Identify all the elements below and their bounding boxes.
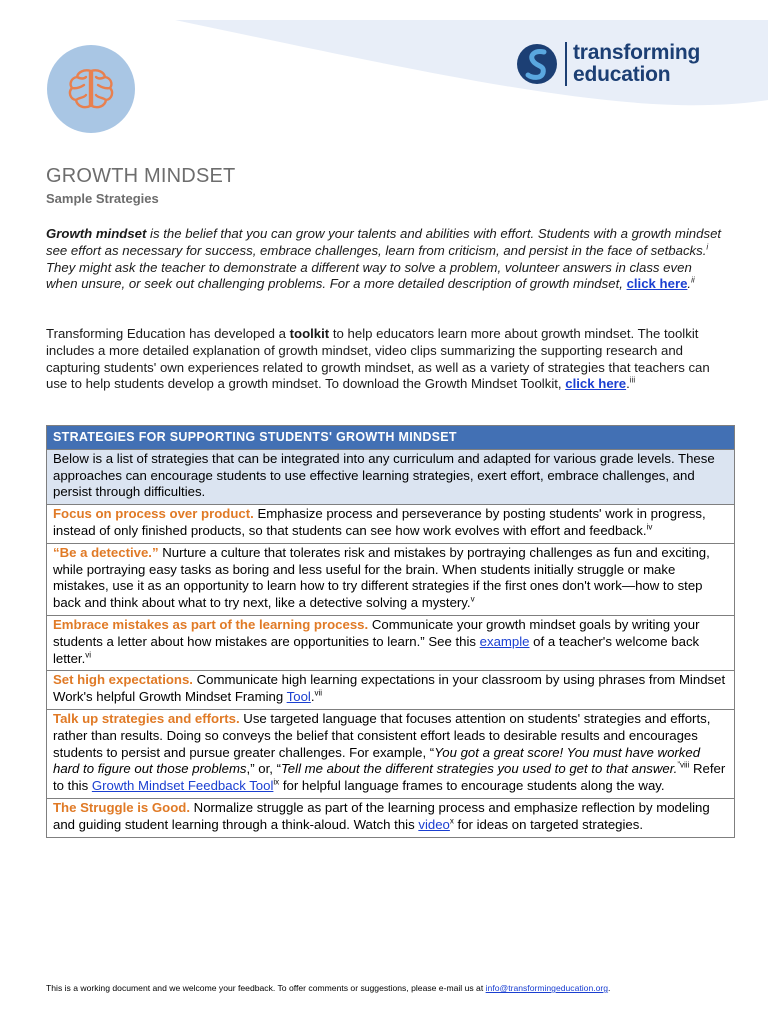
footer-email-link[interactable]: info@transformingeducation.org: [485, 983, 609, 993]
footer: [46, 983, 736, 993]
brand-logo: [515, 42, 700, 86]
toolkit-text1: Transforming Education has developed a: [46, 326, 290, 341]
strategy-text: Normalize struggle as part of the learning process and emphasize reflection by modeling and guiding student learning through a think-aloud. Watch this: [53, 799, 710, 832]
table-row: [47, 543, 735, 615]
strategy-text-after: for helpful language frames to encourage students along the way.: [279, 778, 665, 794]
table-header-row: [47, 426, 735, 450]
intro-ref2: ii: [691, 276, 695, 285]
strategy-text: Communicate high learning expectations in your classroom by using phrases from Mindset Work's helpful Growth Mindset Framing: [53, 672, 726, 705]
framing-tool-link[interactable]: Tool: [286, 689, 311, 705]
toolkit-click-here-link[interactable]: click here: [565, 376, 627, 392]
strategy-mistakes: [47, 615, 735, 670]
brand-line2: education: [573, 63, 671, 86]
strategy-ref: vii: [314, 688, 323, 698]
strategies-table: [46, 425, 735, 838]
table-row: [47, 709, 735, 798]
strategy-text: Emphasize process and perseverance by posting students' work in progress, instead of only finished products, so that students can see how work evolves with effort and feedback.: [53, 506, 706, 538]
intro-period: .: [687, 276, 692, 292]
brain-icon: [66, 67, 116, 111]
table-row: [47, 671, 735, 710]
feedback-tool-link[interactable]: Growth Mindset Feedback Tool: [91, 778, 274, 794]
strategy-head: Set high expectations.: [53, 672, 193, 688]
strategy-text-after: .: [310, 689, 315, 705]
strategy-talk-up: [47, 709, 735, 798]
intro-text: is the belief that you can grow your talents and abilities with effort. Students with a growth mindset see effort as necessary for success, embrace challenges, learn from criticism, and persist in the face of setbacks.: [46, 226, 722, 258]
strategy-quote2: Tell me about the different strategies you used to get to that answer.: [280, 761, 678, 777]
strategy-detective: [47, 543, 735, 615]
toolkit-ref: iii: [629, 376, 636, 385]
strategy-head: “Be a detective.”: [53, 544, 159, 560]
strategy-head: The Struggle is Good.: [53, 799, 191, 815]
toolkit-period: .: [626, 376, 630, 392]
intro-click-here-link[interactable]: click here: [626, 276, 688, 292]
strategy-text: Communicate your growth mindset goals by writing your students a letter about how mistakes are opportunities to learn.” See this: [53, 616, 700, 649]
strategy-ref: v: [470, 594, 475, 604]
toolkit-bold: toolkit: [289, 326, 330, 341]
toolkit-paragraph: [46, 326, 724, 393]
logo-mark-icon: [515, 42, 559, 86]
strategy-struggle: [47, 798, 735, 837]
brand-line1: transforming: [573, 41, 701, 64]
strategy-ref: x: [449, 816, 454, 826]
brand-name: [565, 42, 700, 86]
table-row: [47, 505, 735, 544]
intro-paragraph: [46, 226, 724, 293]
footer-text: This is a working document and we welcome your feedback. To offer comments or suggestions, please e-mail us at: [46, 983, 486, 993]
strategy-process: [47, 505, 735, 544]
strategy-text3: Refer to this: [53, 761, 726, 794]
footer-period: .: [608, 983, 611, 993]
strategy-mid: ,” or, “: [246, 761, 281, 777]
strategy-ref: vi: [85, 650, 92, 660]
toolkit-text2: to help educators learn more about growth mindset. The toolkit includes a more detailed explanation of growth mindset, video clips summarizing the supporting research and capturing students' own experiences related to growth mindset, as well as a variety of strategies that teachers can use to help students develop a growth mindset. To download the Growth Mindset Toolkit,: [46, 326, 710, 392]
intro-term: Growth mindset: [46, 226, 147, 241]
page-subtitle: Sample Strategies: [46, 191, 159, 206]
intro-text2: They might ask the teacher to demonstrate a different way to solve a problem, volunteer answers in class even when unsure, or seek out challenging problems. For a more detailed description of growth mindset,: [46, 259, 692, 292]
table-intro: Below is a list of strategies that can be integrated into any curriculum and adapted for various grade levels. These approaches can encourage students to use effective learning strategies, exert effort, embrace challenges, and persist through difficulties.: [47, 449, 735, 504]
table-intro-row: [47, 449, 735, 504]
video-link[interactable]: video: [418, 816, 450, 832]
strategy-head: Talk up strategies and efforts.: [53, 710, 240, 726]
strategy-text-after: of a teacher's welcome back letter.: [53, 633, 700, 666]
strategy-head: Focus on process over product.: [53, 506, 254, 522]
strategy-text-after: for ideas on targeted strategies.: [453, 816, 644, 832]
table-header: STRATEGIES FOR SUPPORTING STUDENTS' GROWTH MINDSET: [47, 426, 735, 450]
strategy-expectations: [47, 671, 735, 710]
strategy-text: Use targeted language that focuses attention on students' strategies and efforts, rather than results. Doing so conveys the belief that consistent effort leads to desirable results and encourages students to persist and pursue greater challenges. For example, “: [53, 710, 711, 760]
strategy-ref: ix: [273, 777, 280, 787]
example-link[interactable]: example: [479, 633, 530, 649]
strategy-ref-mid: ”viii: [677, 760, 690, 770]
table-row: [47, 798, 735, 837]
strategy-ref: iv: [646, 522, 653, 532]
table-row: [47, 615, 735, 670]
brain-badge: [47, 45, 135, 133]
intro-ref1: i: [706, 242, 709, 252]
strategy-quote1: You got a great score! You must have worked hard to figure out those problems: [53, 744, 701, 777]
strategy-head: Embrace mistakes as part of the learning process.: [53, 616, 369, 632]
page-title: GROWTH MINDSET: [46, 165, 236, 187]
strategy-text: Nurture a culture that tolerates risk and mistakes by portraying challenges as fun and exciting, while portraying easy tasks as boring and less useful for the brain. When students initially struggle or make mistakes, use it as an opportunity to learn how to try different strategies if the first ones don't work—how to step back and think about what to try next, like a detective solving a mystery.: [53, 544, 710, 611]
